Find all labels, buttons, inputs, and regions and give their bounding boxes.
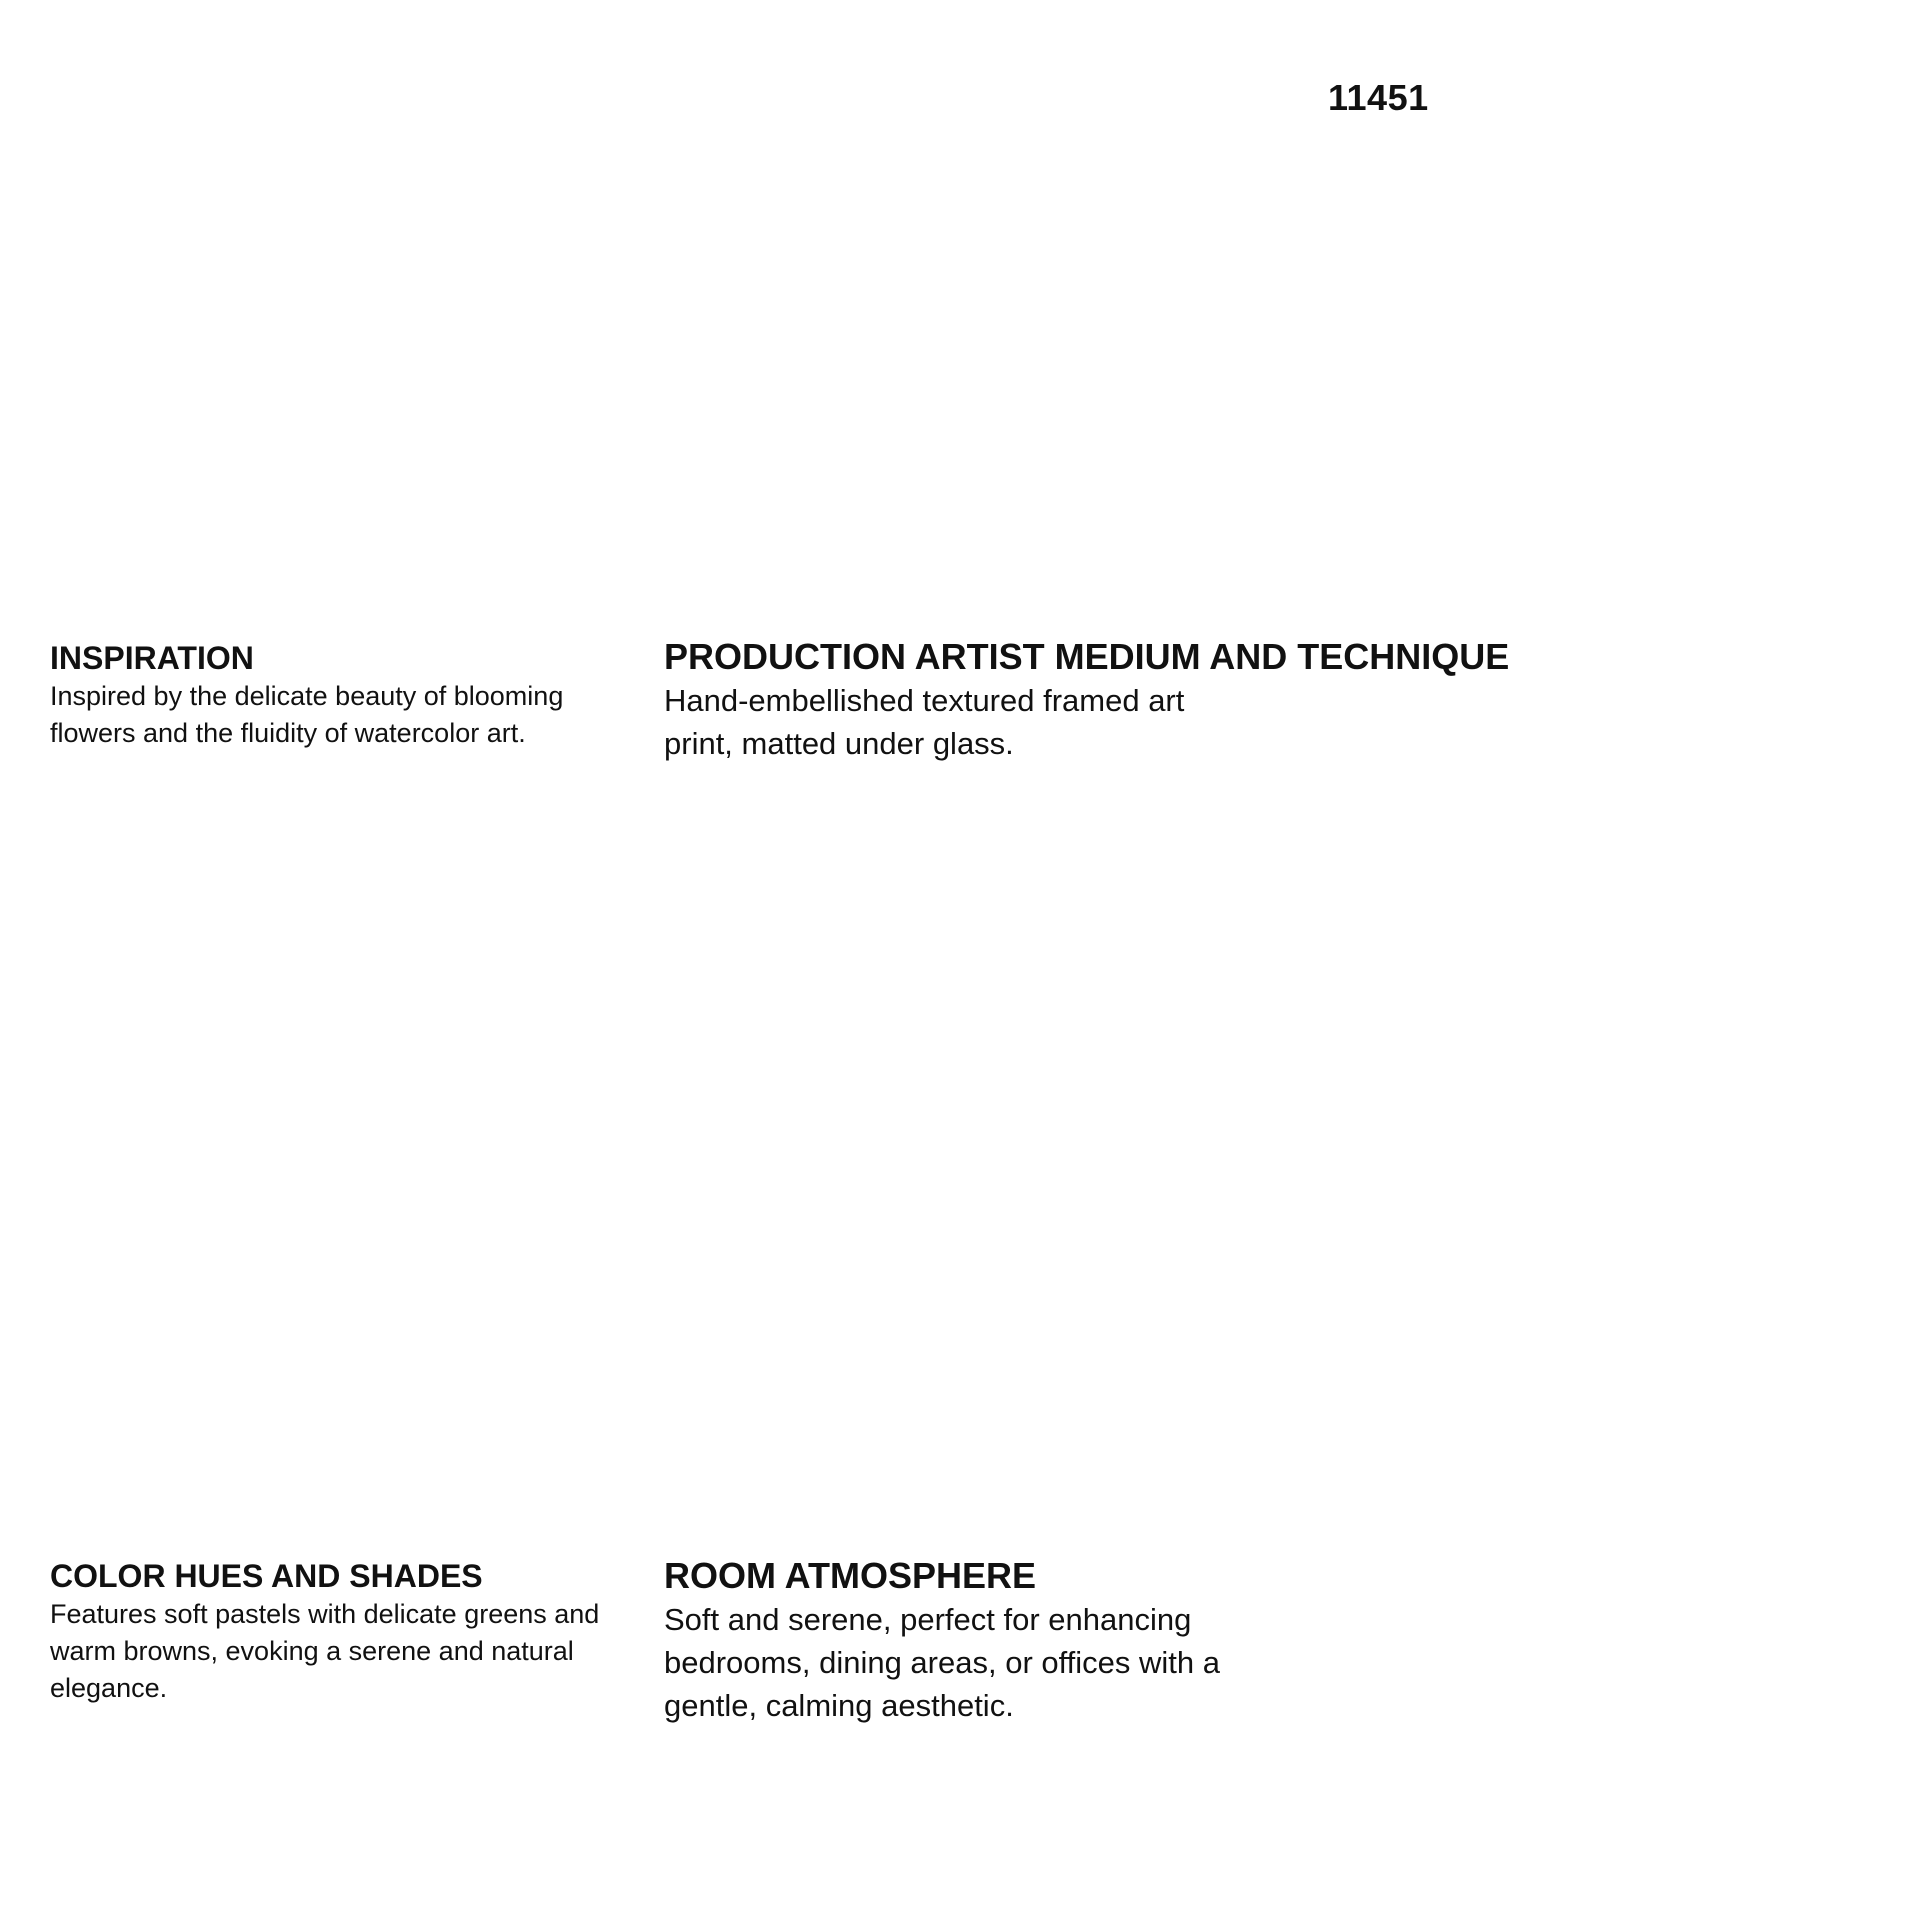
production-heading: PRODUCTION ARTIST MEDIUM AND TECHNIQUE	[664, 636, 1510, 677]
color-section	[50, 1556, 650, 1707]
product-code: 11451	[1328, 77, 1429, 118]
production-text: Hand-embellished textured framed art print, matted under glass.	[664, 683, 1185, 761]
inspiration-text: Inspired by the delicate beauty of blooming flowers and the fluidity of watercolor art.	[50, 681, 564, 748]
room-heading: ROOM ATMOSPHERE	[664, 1555, 1037, 1596]
room-text: Soft and serene, perfect for enhancing bedrooms, dining areas, or offices with a gentle, calming aesthetic.	[664, 1602, 1221, 1723]
production-section	[664, 635, 1509, 765]
inspiration-section	[50, 638, 650, 752]
color-heading: COLOR HUES AND SHADES	[50, 1558, 483, 1594]
room-section	[664, 1554, 1224, 1727]
color-text: Features soft pastels with delicate greens and warm browns, evoking a serene and natural elegance.	[50, 1599, 600, 1703]
inspiration-heading: INSPIRATION	[50, 640, 254, 676]
